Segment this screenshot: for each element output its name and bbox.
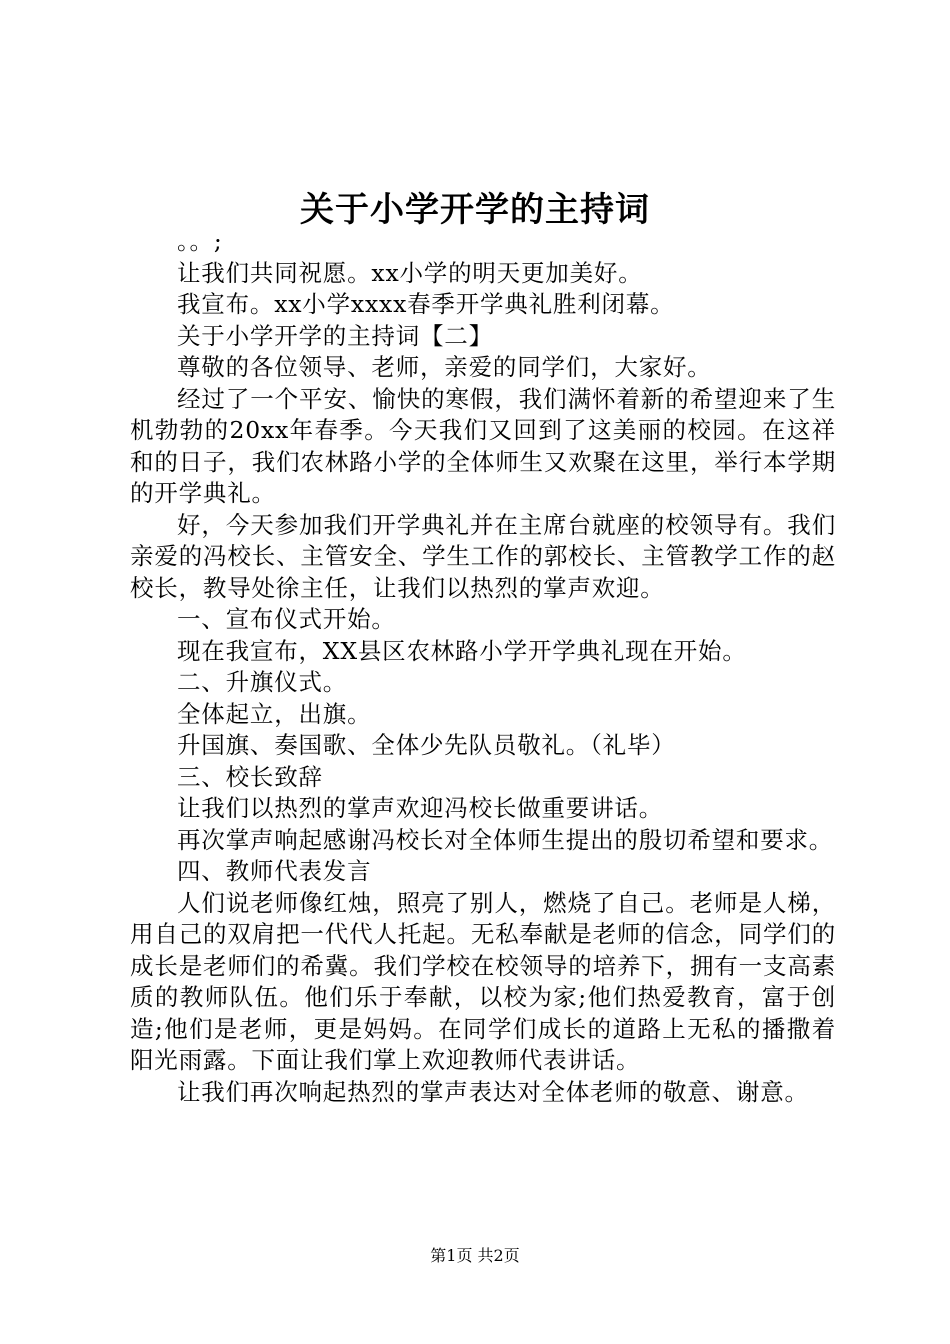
paragraph: 。。;	[177, 227, 223, 255]
page-footer: 第1页 共2页	[430, 1246, 520, 1265]
paragraph: 现在我宣布，XX县区农林路小学开学典礼现在开始。	[177, 636, 747, 665]
paragraph: 让我们再次响起热烈的掌声表达对全体老师的敬意、谢意。	[177, 1077, 809, 1106]
section-heading: 一、宣布仪式开始。	[177, 605, 396, 633]
paragraph: 让我们以热烈的掌声欢迎冯校长做重要讲话。	[177, 794, 663, 822]
paragraph: 好，今天参加我们开学典礼并在主席台就座的校领导有。我们亲爱的冯校长、主管安全、学生工作的郭校长、主管教学工作的赵校长，教导处徐主任，让我们以热烈的掌声欢迎。	[130, 510, 836, 602]
section-heading: 四、教师代表发言	[177, 857, 372, 885]
paragraph: 人们说老师像红烛，照亮了别人，燃烧了自己。老师是人梯，用自己的双肩把一代代人托起。无私奉献是老师的信念，同学们的成长是老师们的希冀。我们学校在校领导的培养下，拥有一支高素质的教师队伍。他们乐于奉献，以校为家;他们热爱教育，富于创造;他们是老师，更是妈妈。在同学们成长的道路上无私的播撒着阳光雨露。下面让我们掌上欢迎教师代表讲话。	[130, 888, 836, 1074]
paragraph: 再次掌声响起感谢冯校长对全体师生提出的殷切希望和要求。	[177, 825, 834, 854]
section-heading: 三、校长致辞	[177, 762, 323, 791]
paragraph: 我宣布。xx小学xxxx春季开学典礼胜利闭幕。	[177, 290, 675, 318]
paragraph: 经过了一个平安、愉快的寒假，我们满怀着新的希望迎来了生机勃勃的20xx年春季。今天我们又回到了这美丽的校园。在这祥和的日子，我们农林路小学的全体师生又欢聚在这里，举行本学期的开学典礼。	[130, 384, 836, 507]
section-heading: 二、升旗仪式。	[177, 668, 348, 696]
paragraph: 尊敬的各位领导、老师，亲爱的同学们，大家好。	[177, 353, 712, 381]
paragraph: 升国旗、奏国歌、全体少先队员敬礼。（礼毕）	[177, 731, 676, 759]
section-heading: 关于小学开学的主持词【二】	[177, 321, 493, 350]
document-title: 关于小学开学的主持词	[300, 190, 650, 230]
paragraph: 全体起立，出旗。	[177, 699, 372, 728]
paragraph: 让我们共同祝愿。xx小学的明天更加美好。	[177, 258, 643, 287]
document-body	[130, 226, 836, 1108]
